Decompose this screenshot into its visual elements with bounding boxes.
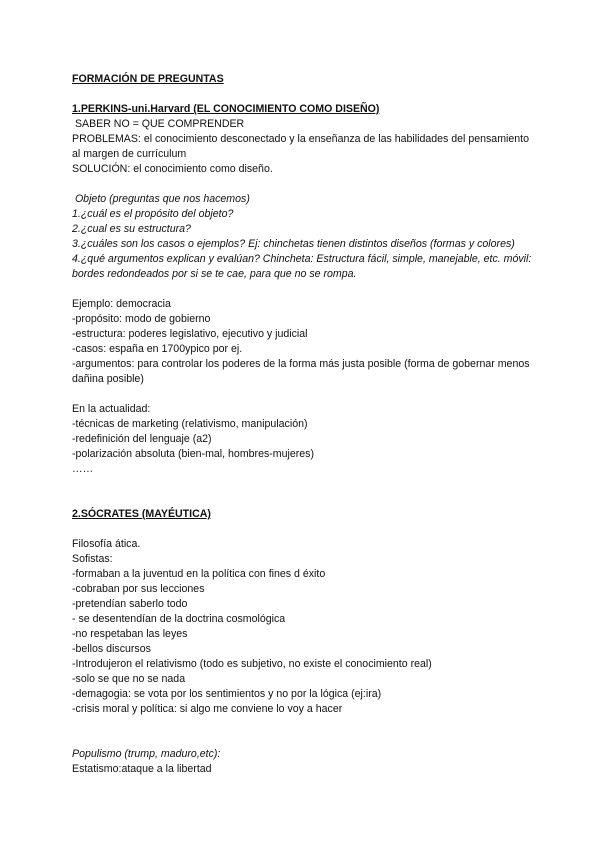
objeto-title: Objeto (preguntas que nos hacemos) — [72, 193, 250, 205]
objeto-item: 1.¿cuál es el propósito del objeto? — [72, 208, 234, 220]
text-line: PROBLEMAS: el conocimiento desconectado y la enseñanza de las habilidades del pensamiento al margen de currículum — [72, 133, 529, 160]
estatismo-line: Estatismo:ataque a la libertad — [72, 763, 212, 775]
actualidad-line: -redefinición del lenguaje (a2) — [72, 433, 212, 445]
text-line: SABER NO = QUE COMPRENDER — [72, 118, 245, 130]
sofistas-line: -Introdujeron el relativismo (todo es subjetivo, no existe el conocimiento real) — [72, 658, 432, 670]
spacer — [72, 177, 532, 192]
actualidad-line: -polarización absoluta (bien-mal, hombres-mujeres) — [72, 448, 314, 460]
sofistas-line: -demagogia: se vota por los sentimientos y no por la lógica (ej:ira) — [72, 688, 382, 700]
sofistas-line: -cobraban por sus lecciones — [72, 583, 205, 595]
actualidad-line: -técnicas de marketing (relativismo, manipulación) — [72, 418, 308, 430]
spacer — [72, 282, 532, 297]
sofistas-line: -crisis moral y política: si algo me conviene lo voy a hacer — [72, 703, 343, 715]
sofistas-line: -no respetaban las leyes — [72, 628, 188, 640]
spacer — [72, 477, 532, 492]
document-page — [72, 72, 532, 777]
spacer — [72, 717, 532, 732]
objeto-item: 2.¿cual es su estructura? — [72, 223, 191, 235]
spacer — [72, 522, 532, 537]
text-line: SOLUCIÓN: el conocimiento como diseño. — [72, 163, 273, 175]
spacer — [72, 732, 532, 747]
spacer — [72, 87, 532, 102]
actualidad-line: En la actualidad: — [72, 403, 151, 415]
sofistas-line: -bellos discursos — [72, 643, 151, 655]
ejemplo-line: -argumentos: para controlar los poderes de la forma más justa posible (forma de gobernar menos dañina posible) — [72, 358, 530, 385]
populismo-title: Populismo (trump, maduro,etc): — [72, 748, 221, 760]
sofistas-line: - se desentendían de la doctrina cosmológica — [72, 613, 286, 625]
ejemplo-line: -propósito: modo de gobierno — [72, 313, 211, 325]
sofistas-line: Sofistas: — [72, 553, 113, 565]
ejemplo-line: -estructura: poderes legislativo, ejecutivo y judicial — [72, 328, 308, 340]
section1-heading: 1.PERKINS-uni.Harvard (EL CONOCIMIENTO COMO DISEÑO) — [72, 103, 380, 115]
objeto-item: 4.¿qué argumentos explican y evalúan? Chincheta: Estructura fácil, simple, manejable, etc. móvil: bordes redondeados por si se te cae, para que no se rompa. — [72, 253, 532, 280]
spacer — [72, 387, 532, 402]
actualidad-line: …… — [72, 463, 94, 475]
sofistas-line: -pretendían saberlo todo — [72, 598, 188, 610]
ejemplo-line: -casos: españa en 1700ypico por ej. — [72, 343, 243, 355]
objeto-item: 3.¿cuáles son los casos o ejemplos? Ej: chinchetas tienen distintos diseños (formas y colores) — [72, 238, 515, 250]
sofistas-line: Filosofía ática. — [72, 538, 141, 550]
sofistas-line: -solo se que no se nada — [72, 673, 186, 685]
ejemplo-line: Ejemplo: democracia — [72, 298, 171, 310]
document-title: FORMACIÓN DE PREGUNTAS — [72, 73, 224, 85]
spacer — [72, 492, 532, 507]
section2-heading: 2.SÓCRATES (MAYÉUTICA) — [72, 508, 211, 520]
sofistas-line: -formaban a la juventud en la política con fines d éxito — [72, 568, 326, 580]
